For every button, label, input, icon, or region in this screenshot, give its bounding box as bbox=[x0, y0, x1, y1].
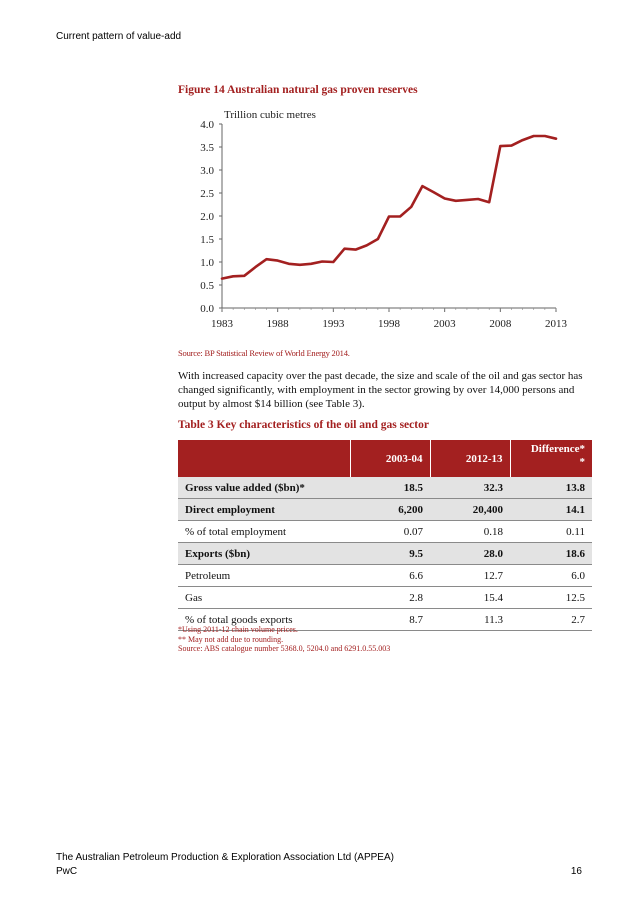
cell-2003-04: 2.8 bbox=[350, 587, 430, 609]
cell-2012-13: 20,400 bbox=[430, 499, 510, 521]
x-tick-label: 1983 bbox=[211, 318, 233, 330]
table-row bbox=[178, 587, 592, 609]
page-number: 16 bbox=[570, 866, 582, 877]
cell-2012-13: 32.3 bbox=[430, 477, 510, 499]
x-tick-label: 2013 bbox=[545, 318, 567, 330]
characteristics-table bbox=[178, 440, 592, 631]
table-row bbox=[178, 521, 592, 543]
y-tick-label: 2.0 bbox=[200, 211, 214, 223]
footer-company: PwC bbox=[56, 866, 78, 877]
y-tick-label: 1.5 bbox=[200, 234, 214, 246]
note-chain-volume: *Using 2011-12 chain volume prices. bbox=[178, 625, 298, 634]
cell-difference: 12.5 bbox=[510, 587, 592, 609]
y-tick-label: 3.5 bbox=[200, 142, 214, 154]
y-tick-label: 3.0 bbox=[200, 165, 214, 177]
cell-2003-04: 18.5 bbox=[350, 477, 430, 499]
x-tick-label: 2008 bbox=[489, 318, 512, 330]
y-tick-label: 4.0 bbox=[200, 119, 214, 131]
header-2012-13: 2012-13 bbox=[430, 440, 510, 477]
reserves-line-chart bbox=[178, 102, 578, 342]
cell-2012-13: 12.7 bbox=[430, 565, 510, 587]
cell-2012-13: 11.3 bbox=[430, 609, 510, 631]
row-label: % of total employment bbox=[178, 521, 350, 543]
row-label: Gas bbox=[178, 587, 350, 609]
y-tick-label: 1.0 bbox=[200, 257, 214, 269]
cell-difference: 14.1 bbox=[510, 499, 592, 521]
table-row bbox=[178, 499, 592, 521]
cell-2003-04: 9.5 bbox=[350, 543, 430, 565]
figure-source: Source: BP Statistical Review of World Energy 2014. bbox=[178, 348, 350, 358]
y-tick-label: 0.5 bbox=[200, 280, 214, 292]
figure-title: Figure 14 Australian natural gas proven reserves bbox=[178, 84, 418, 96]
section-header: Current pattern of value-add bbox=[56, 31, 182, 42]
row-label: Exports ($bn) bbox=[178, 543, 350, 565]
header-difference bbox=[510, 440, 592, 477]
cell-difference: 0.11 bbox=[510, 521, 592, 543]
y-axis-label: Trillion cubic metres bbox=[224, 109, 316, 121]
cell-2003-04: 0.07 bbox=[350, 521, 430, 543]
cell-2003-04: 6,200 bbox=[350, 499, 430, 521]
header-blank bbox=[178, 440, 350, 477]
cell-difference: 13.8 bbox=[510, 477, 592, 499]
cell-2003-04: 8.7 bbox=[350, 609, 430, 631]
series-line-reserves bbox=[222, 136, 556, 279]
table-row bbox=[178, 543, 592, 565]
y-tick-label: 2.5 bbox=[200, 188, 214, 200]
cell-difference: 2.7 bbox=[510, 609, 592, 631]
row-label: % of total goods exports bbox=[178, 609, 350, 631]
row-label: Gross value added ($bn)* bbox=[178, 477, 350, 499]
x-axis bbox=[211, 308, 568, 330]
note-source: Source: ABS catalogue number 5368.0, 5204.0 and 6291.0.55.003 bbox=[178, 644, 391, 653]
header-difference-label: Difference* bbox=[530, 443, 585, 455]
table-row bbox=[178, 565, 592, 587]
x-tick-label: 1998 bbox=[378, 318, 400, 330]
x-tick-label: 1988 bbox=[266, 318, 289, 330]
x-tick-label: 1993 bbox=[322, 318, 345, 330]
row-label: Petroleum bbox=[178, 565, 350, 587]
x-tick-label: 2003 bbox=[433, 318, 456, 330]
series-group bbox=[222, 136, 556, 279]
cell-difference: 18.6 bbox=[510, 543, 592, 565]
cell-difference: 6.0 bbox=[510, 565, 592, 587]
cell-2012-13: 28.0 bbox=[430, 543, 510, 565]
y-tick-label: 0.0 bbox=[200, 303, 214, 315]
row-label: Direct employment bbox=[178, 499, 350, 521]
table-row bbox=[178, 477, 592, 499]
footer-organisation: The Australian Petroleum Production & Exploration Association Ltd (APPEA) bbox=[56, 852, 394, 863]
body-paragraph: With increased capacity over the past decade, the size and scale of the oil and gas sector has changed significantly, with employment in the sector growing by over 14,000 persons and output by almost $14 billion (see Table 3). bbox=[178, 370, 583, 410]
note-rounding: ** May not add due to rounding. bbox=[178, 634, 284, 644]
cell-2012-13: 0.18 bbox=[430, 521, 510, 543]
table-notes bbox=[178, 625, 390, 654]
header-difference-marker: * bbox=[579, 456, 585, 468]
cell-2012-13: 15.4 bbox=[430, 587, 510, 609]
y-axis bbox=[200, 119, 222, 315]
header-2003-04: 2003-04 bbox=[350, 440, 430, 477]
table-title: Table 3 Key characteristics of the oil and gas sector bbox=[178, 419, 429, 431]
table-header-row bbox=[178, 440, 592, 477]
cell-2003-04: 6.6 bbox=[350, 565, 430, 587]
